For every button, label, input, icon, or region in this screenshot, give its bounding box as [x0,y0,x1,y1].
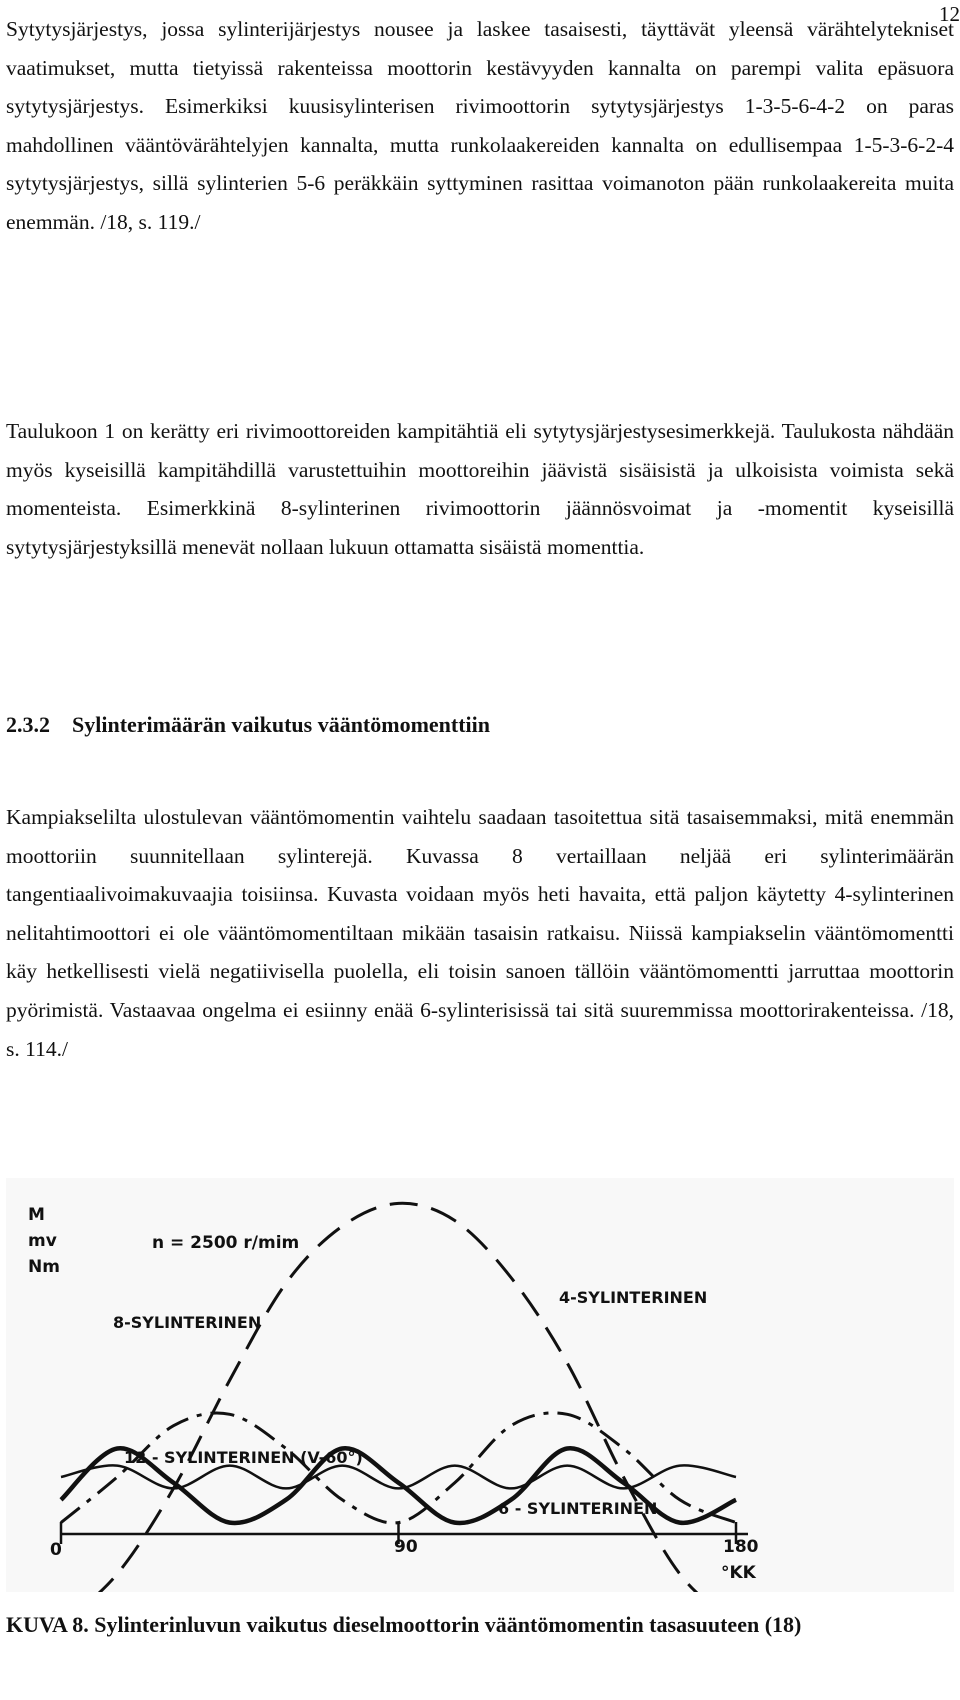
y-axis-label-line-2: mv [28,1231,57,1251]
section-title: Sylinterimäärän vaikutus vääntömomenttiin [72,712,491,737]
label-4-cylinder: 4-SYLINTERINEN [559,1288,708,1307]
y-axis-label-line-3: Nm [28,1257,60,1277]
paragraph-table-reference: Taulukoon 1 on kerätty eri rivimoottoreiden kampitähtiä eli sytytysjärjestysesimerkkejä. Taulukosta nähdään myös kyseisillä kampitähdillä varustettuihin moottoreihin jäävistä sisäisistä ja ulkoisista voimista sekä momenteista. Esimerkkinä 8-sylinterinen rivimoottorin jäännösvoimat ja -momentit kyseisillä sytytysjärjestyksillä menevät nollaan lukuun ottamatta sisäistä momenttia. [6,419,954,559]
y-axis-label-line-1: M [28,1205,45,1225]
x-tick-90: 90 [394,1537,418,1557]
label-6-cylinder: 6 - SYLINTERINEN [498,1499,658,1518]
x-tick-180: 180 [723,1537,759,1557]
label-12-cylinder: 12 - SYLINTERINEN (V-60°) [124,1448,363,1467]
paragraph-cylinder-count: Kampiakselilta ulostulevan vääntömomentin vaihtelu saadaan tasoitettua sitä tasaisemmaksi, mitä enemmän moottoriin suunnitellaan sylinterejä. Kuvassa 8 vertaillaan neljää eri sylinterimäärän tangentiaalivoimakuvaajia toisiinsa. Kuvasta voidaan myös heti havaita, että paljon käytetty 4-sylinterinen nelitahtimoottori ei ole vääntömomentiltaan mikään tasaisin ratkaisu. Niissä kampiakselin vääntömomentti käy hetkellisesti vielä negatiivisella puolella, eli toisin sanoen tällöin vääntömomentti jarruttaa moottorin pyörimistä. Vastaavaa ongelma ei esiinny enää 6-sylinterisissä tai sitä suuremmissa moottorirakenteissa. /18, s. 114./ [6,805,954,1061]
section-heading [6,706,490,744]
label-8-cylinder: 8-SYLINTERINEN [113,1313,262,1332]
torque-chart [6,1178,954,1592]
speed-label: n = 2500 r/mim [152,1233,300,1253]
figure-caption [6,1605,954,1644]
page-number: 12 [939,2,960,26]
paragraph-firing-order: Sytytysjärjestys, jossa sylinterijärjestys nousee ja laskee tasaisesti, täyttävät yleensä värähtelytekniset vaatimukset, mutta tietyissä rakenteissa moottorin kestävyyden kannalta on parempi valita epäsuora sytytysjärjestys. Esimerkiksi kuusisylinterisen rivimoottorin sytytysjärjestys 1-3-5-6-4-2 on paras mahdollinen vääntövärähtelyjen kannalta, mutta runkolaakereiden kannalta on edullisempaa 1-5-3-6-2-4 sytytysjärjestys, sillä sylinterien 5-6 peräkkäin syttyminen rasittaa voimanoton pään runkolaakereita muita enemmän. /18, s. 119./ [6,17,954,234]
caption-text: Sylinterinluvun vaikutus dieselmoottorin vääntömomentin tasasuuteen (18) [94,1612,802,1637]
x-unit-label: °KK [721,1563,756,1583]
caption-label: KUVA 8. [6,1612,89,1637]
torque-figure [6,1178,954,1592]
x-tick-0: 0 [50,1540,62,1560]
section-number: 2.3.2 [6,712,50,737]
